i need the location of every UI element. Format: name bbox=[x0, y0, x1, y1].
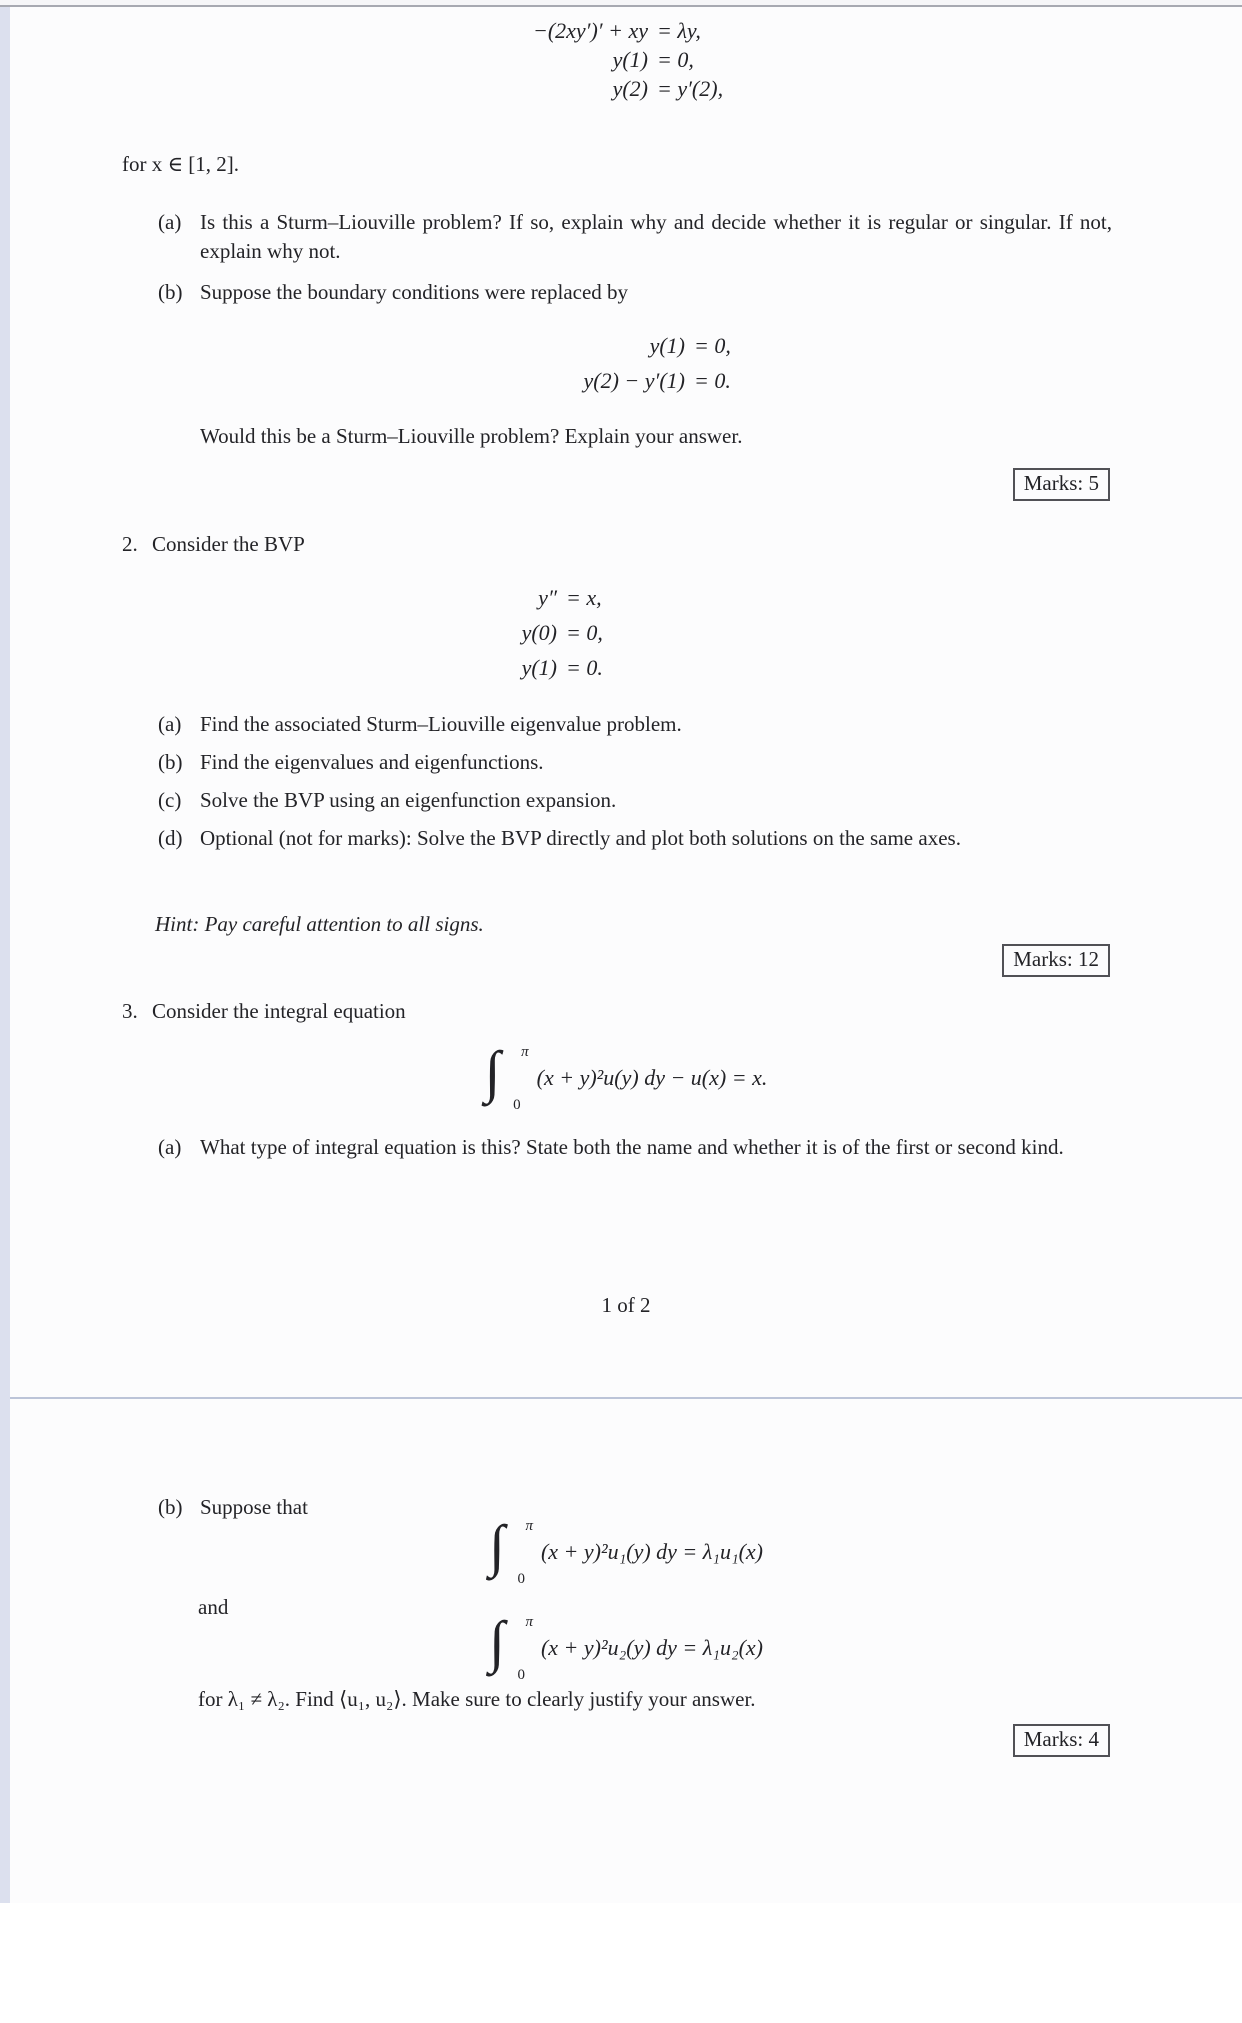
integral-with-limits bbox=[484, 1039, 531, 1114]
q3-item-b-followup: for λ₁ ≠ λ₂. Find ⟨u₁, u₂⟩. Make sure to clearly justify your answer. bbox=[198, 1687, 756, 1711]
equation-lhs: y(1) bbox=[649, 333, 685, 358]
q2-item-c-text: Solve the BVP using an eigenfunction expansion. bbox=[200, 788, 617, 812]
integral-upper-limit: π bbox=[525, 1614, 533, 1630]
integral-with-limits bbox=[488, 1513, 535, 1588]
integral-sign: ∫ bbox=[488, 1609, 505, 1674]
item-a-text: Is this a Sturm–Liouville problem? If so, explain why and decide whether it is regular or singular. If not, explain why not. bbox=[200, 210, 1112, 263]
equation-lhs: −(2xy′)′ + xy bbox=[532, 18, 648, 43]
item-b-label: (b) bbox=[158, 280, 183, 304]
integral-lower-limit: 0 bbox=[517, 1571, 525, 1587]
equation-lhs: y″ bbox=[538, 585, 557, 610]
display-equation-group-2 bbox=[415, 328, 731, 398]
question-2-number: 2. bbox=[122, 532, 138, 556]
integral-with-limits bbox=[488, 1609, 535, 1684]
display-integral-equation-u1 bbox=[10, 1512, 1242, 1592]
integral-upper-limit: π bbox=[525, 1518, 533, 1534]
question-3-title: Consider the integral equation bbox=[152, 999, 406, 1023]
marks-badge-q1: Marks: 5 bbox=[1013, 468, 1110, 501]
equation-lhs: y(2) bbox=[612, 76, 648, 101]
display-equation-group-1 bbox=[378, 16, 723, 103]
display-integral-equation-u2 bbox=[10, 1608, 1242, 1688]
and-connector: and bbox=[198, 1595, 229, 1619]
q3-item-b-label: (b) bbox=[158, 1495, 183, 1519]
integral-body: (x + y)²u(y) dy − u(x) = x. bbox=[536, 1065, 768, 1090]
equation-rhs: = x, bbox=[566, 585, 602, 610]
equation-rhs: = 0, bbox=[657, 47, 694, 72]
left-margin-strip bbox=[0, 7, 10, 1903]
q2-item-a-text: Find the associated Sturm–Liouville eigenvalue problem. bbox=[200, 712, 682, 736]
q2-item-d-text: Optional (not for marks): Solve the BVP directly and plot both solutions on the same axes. bbox=[200, 826, 961, 850]
q2-item-b-label: (b) bbox=[158, 750, 183, 774]
question-2-title: Consider the BVP bbox=[152, 532, 305, 556]
item-b-followup: Would this be a Sturm–Liouville problem? Explain your answer. bbox=[200, 424, 743, 448]
marks-badge-q3: Marks: 4 bbox=[1013, 1724, 1110, 1757]
equation-rhs: = 0, bbox=[566, 620, 603, 645]
equation-rhs: = 0, bbox=[694, 333, 731, 358]
q2-item-d-label: (d) bbox=[158, 826, 183, 850]
equation-rhs: = 0. bbox=[694, 368, 731, 393]
page-number: 1 of 2 bbox=[601, 1293, 651, 1317]
marks-badge-q2: Marks: 12 bbox=[1002, 944, 1110, 977]
q2-item-b-text: Find the eigenvalues and eigenfunctions. bbox=[200, 750, 544, 774]
equation-rhs: = y′(2), bbox=[657, 76, 724, 101]
item-a-label: (a) bbox=[158, 210, 182, 234]
domain-line: for x ∈ [1, 2]. bbox=[122, 152, 240, 176]
display-equation-group-3 bbox=[290, 580, 603, 685]
equation-lhs: y(0) bbox=[521, 620, 557, 645]
top-border bbox=[0, 0, 1242, 7]
integral-sign: ∫ bbox=[484, 1039, 501, 1104]
equation-lhs: y(2) − y′(1) bbox=[583, 368, 685, 393]
equation-rhs: = 0. bbox=[566, 655, 603, 680]
integral-sign: ∫ bbox=[488, 1513, 505, 1578]
integral-body: (x + y)²u₁(y) dy = λ₁u₁(x) bbox=[540, 1539, 764, 1564]
item-b-text: Suppose the boundary conditions were replaced by bbox=[200, 280, 629, 304]
q3-item-a-text: What type of integral equation is this? State both the name and whether it is of the first or second kind. bbox=[200, 1135, 1064, 1159]
page-divider-line bbox=[10, 1397, 1242, 1399]
equation-lhs: y(1) bbox=[521, 655, 557, 680]
question-3-number: 3. bbox=[122, 999, 138, 1023]
integral-lower-limit: 0 bbox=[517, 1667, 525, 1683]
integral-lower-limit: 0 bbox=[513, 1097, 521, 1113]
q3-item-a-label: (a) bbox=[158, 1135, 182, 1159]
integral-body: (x + y)²u₂(y) dy = λ₁u₂(x) bbox=[540, 1635, 764, 1660]
integral-upper-limit: π bbox=[521, 1044, 529, 1060]
q3-item-b-text: Suppose that bbox=[200, 1495, 308, 1519]
equation-rhs: = λy, bbox=[657, 18, 701, 43]
q2-item-a-label: (a) bbox=[158, 712, 182, 736]
hint-line: Hint: Pay careful attention to all signs. bbox=[155, 912, 484, 936]
q2-item-c-label: (c) bbox=[158, 788, 182, 812]
display-integral-equation bbox=[10, 1040, 1242, 1116]
equation-lhs: y(1) bbox=[612, 47, 648, 72]
